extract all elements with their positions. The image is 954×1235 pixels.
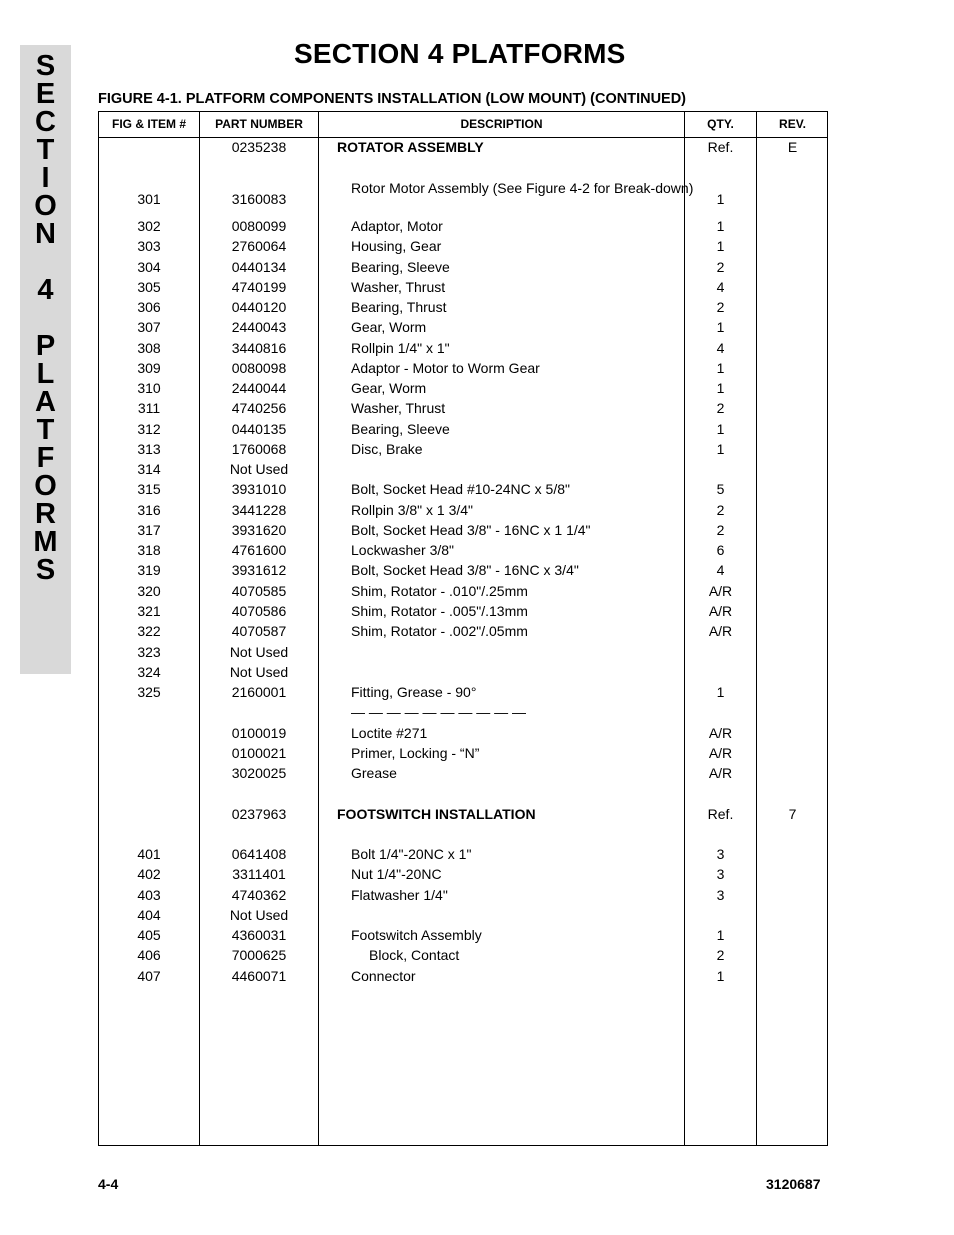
side-tab-letter: N (35, 218, 56, 250)
cell-item-number: 312 (137, 421, 161, 437)
cell-part-number: 2760064 (231, 238, 287, 254)
cell-qty: 1 (716, 684, 725, 700)
side-tab-letter: E (35, 78, 56, 110)
cell-item-number: 320 (137, 583, 161, 599)
cell-description: Bearing, Sleeve (351, 421, 450, 437)
section-side-tab-label (20, 52, 71, 584)
table-row (99, 702, 827, 722)
side-tab-letter: S (35, 50, 56, 82)
cell-qty: A/R (708, 583, 733, 599)
table-row (99, 844, 827, 864)
cell-item-number: 317 (137, 522, 161, 538)
table-row (99, 540, 827, 560)
cell-part-number: 4740199 (231, 279, 287, 295)
cell-description: Washer, Thrust (351, 400, 446, 416)
cell-item-number: 311 (137, 400, 161, 416)
cell-description: Bolt, Socket Head 3/8" - 16NC x 3/4" (351, 562, 579, 578)
table-row (99, 297, 827, 317)
cell-part-number: 4070586 (231, 603, 287, 619)
cell-description: Shim, Rotator - .010"/.25mm (351, 583, 528, 599)
cell-item-number: 404 (137, 907, 161, 923)
cell-part-number: 0641408 (231, 846, 287, 862)
cell-part-number: 0235238 (231, 139, 287, 155)
cell-description: Adaptor, Motor (351, 218, 443, 234)
cell-item-number: 316 (137, 502, 161, 518)
table-row (99, 560, 827, 580)
cell-description: Footswitch Assembly (351, 927, 482, 943)
document-number: 3120687 (766, 1176, 821, 1192)
cell-qty: A/R (708, 623, 733, 639)
header-rev: REV. (779, 117, 806, 131)
cell-qty: 1 (716, 319, 725, 335)
cell-part-number: 3440816 (231, 340, 287, 356)
cell-part-number: 0080099 (231, 218, 287, 234)
cell-qty: 5 (716, 481, 725, 497)
cell-item-number: 313 (137, 441, 161, 457)
table-row (99, 216, 827, 236)
cell-item-number: 406 (137, 947, 161, 963)
cell-part-number: 7000625 (231, 947, 287, 963)
cell-qty: A/R (708, 725, 733, 741)
cell-description: Housing, Gear (351, 238, 442, 254)
cell-qty: 1 (716, 191, 725, 207)
cell-qty: 4 (716, 279, 725, 295)
table-row (99, 419, 827, 439)
cell-item-number: 301 (137, 191, 161, 207)
table-row (99, 682, 827, 702)
table-row (99, 966, 827, 986)
cell-description: Rollpin 1/4" x 1" (351, 340, 450, 356)
cell-qty: 1 (716, 218, 725, 234)
side-tab-letter: C (35, 106, 56, 138)
cell-item-number: 308 (137, 340, 161, 356)
cell-item-number: 405 (137, 927, 161, 943)
cell-item-number: 322 (137, 623, 161, 639)
cell-item-number: 306 (137, 299, 161, 315)
cell-description: Bolt, Socket Head 3/8" - 16NC x 1 1/4" (351, 522, 591, 538)
cell-qty: 3 (716, 866, 725, 882)
side-tab-letter: L (36, 358, 55, 390)
cell-part-number: 3311401 (232, 866, 286, 882)
cell-item-number: 402 (137, 866, 161, 882)
table-row (99, 723, 827, 743)
cell-description: Rotor Motor Assembly (See Figure 4-2 for Break-down) (351, 180, 694, 196)
cell-qty: 3 (716, 846, 725, 862)
cell-qty: 1 (716, 360, 725, 376)
cell-item-number: 323 (137, 644, 161, 660)
cell-description: Loctite #271 (351, 725, 428, 741)
cell-description: Washer, Thrust (351, 279, 446, 295)
cell-qty: 2 (716, 502, 725, 518)
table-row (99, 885, 827, 905)
cell-description: Shim, Rotator - .005"/.13mm (351, 603, 528, 619)
cell-part-number: 0080098 (231, 360, 287, 376)
cell-rev: 7 (788, 806, 797, 822)
cell-description: Gear, Worm (351, 319, 427, 335)
cell-qty: Ref. (707, 139, 734, 155)
side-tab-letter: T (36, 134, 55, 166)
cell-qty: 2 (716, 400, 725, 416)
cell-item-number: 303 (137, 238, 161, 254)
cell-part-number: 3441228 (231, 502, 287, 518)
cell-part-number: 0440120 (231, 299, 287, 315)
side-tab-letter: P (35, 330, 56, 362)
cell-qty: 1 (716, 441, 725, 457)
cell-qty: 4 (716, 562, 725, 578)
cell-description: Grease (351, 765, 397, 781)
side-tab-letter: M (33, 526, 58, 558)
table-row (99, 520, 827, 540)
side-tab-letter: O (34, 190, 57, 222)
cell-description: Gear, Worm (351, 380, 427, 396)
table-row (99, 581, 827, 601)
cell-item-number: 318 (137, 542, 161, 558)
cell-qty: A/R (708, 765, 733, 781)
table-row (99, 804, 827, 824)
table-row (99, 317, 827, 337)
cell-part-number: 4360031 (231, 927, 287, 943)
cell-item-number: 307 (137, 319, 161, 335)
table-row (99, 601, 827, 621)
cell-item-number: 325 (137, 684, 161, 700)
side-tab-letter: S (35, 554, 56, 586)
cell-qty: Ref. (707, 806, 734, 822)
cell-part-number: 4740362 (231, 887, 287, 903)
cell-description: FOOTSWITCH INSTALLATION (337, 806, 536, 822)
cell-part-number: 2440043 (231, 319, 287, 335)
side-tab-letter: 4 (37, 274, 54, 306)
cell-description: Shim, Rotator - .002"/.05mm (351, 623, 528, 639)
table-row (99, 479, 827, 499)
side-tab-letter: I (41, 162, 50, 194)
cell-part-number: 3931010 (231, 481, 287, 497)
cell-qty: 2 (716, 259, 725, 275)
table-row (99, 662, 827, 682)
page-number: 4-4 (98, 1176, 119, 1192)
side-tab-letter: T (36, 414, 55, 446)
cell-description: Nut 1/4"-20NC (351, 866, 442, 882)
cell-part-number: Not Used (229, 644, 289, 660)
cell-part-number: 4070585 (231, 583, 287, 599)
table-row (99, 257, 827, 277)
cell-qty: 1 (716, 380, 725, 396)
cell-item-number: 321 (137, 603, 161, 619)
cell-part-number: 3020025 (231, 765, 287, 781)
side-tab-letter: A (35, 386, 56, 418)
cell-item-number: 310 (137, 380, 161, 396)
cell-qty: 6 (716, 542, 725, 558)
cell-item-number: 401 (137, 846, 161, 862)
table-row (99, 338, 827, 358)
cell-part-number: Not Used (229, 664, 289, 680)
cell-item-number: 407 (137, 968, 161, 984)
cell-part-number: 4460071 (231, 968, 287, 984)
cell-description: Fitting, Grease - 90° (351, 684, 477, 700)
cell-part-number: Not Used (229, 907, 289, 923)
cell-description: Lockwasher 3/8" (351, 542, 455, 558)
cell-description: — — — — — — — — — — (351, 704, 527, 720)
cell-qty: 3 (716, 887, 725, 903)
cell-qty: A/R (708, 603, 733, 619)
cell-part-number: 0440135 (231, 421, 287, 437)
header-part-number: PART NUMBER (215, 117, 303, 131)
cell-item-number: 403 (137, 887, 161, 903)
cell-qty: 2 (716, 299, 725, 315)
cell-rev: E (787, 139, 798, 155)
cell-part-number: 1760068 (231, 441, 287, 457)
cell-part-number: 3160083 (231, 191, 287, 207)
cell-item-number: 324 (137, 664, 161, 680)
table-row (99, 905, 827, 925)
side-tab-letter: O (34, 470, 57, 502)
cell-item-number: 305 (137, 279, 161, 295)
cell-qty: 2 (716, 947, 725, 963)
cell-part-number: 0440134 (231, 259, 287, 275)
parts-table (98, 111, 828, 1146)
cell-item-number: 315 (137, 481, 161, 497)
table-row (99, 621, 827, 641)
cell-part-number: 4740256 (231, 400, 287, 416)
cell-part-number: 0237963 (231, 806, 287, 822)
cell-part-number: 3931620 (231, 522, 287, 538)
header-item: FIG & ITEM # (111, 117, 186, 131)
table-row (99, 180, 827, 216)
cell-description: Block, Contact (369, 947, 460, 963)
cell-part-number: 0100019 (231, 725, 287, 741)
cell-description: ROTATOR ASSEMBLY (337, 139, 484, 155)
table-row (99, 137, 827, 157)
side-tab-letter: R (35, 498, 56, 530)
table-row (99, 925, 827, 945)
cell-part-number: 4761600 (231, 542, 287, 558)
cell-description: Flatwasher 1/4" (351, 887, 448, 903)
cell-item-number: 314 (137, 461, 161, 477)
table-row (99, 439, 827, 459)
cell-item-number: 309 (137, 360, 161, 376)
cell-description: Adaptor - Motor to Worm Gear (351, 360, 540, 376)
table-row (99, 945, 827, 965)
cell-description: Disc, Brake (351, 441, 423, 457)
cell-part-number: 3931612 (231, 562, 287, 578)
table-row (99, 459, 827, 479)
cell-description: Primer, Locking - “N” (351, 745, 480, 761)
cell-qty: 2 (716, 522, 725, 538)
cell-description: Bearing, Sleeve (351, 259, 450, 275)
cell-description: Bolt 1/4"-20NC x 1" (351, 846, 472, 862)
table-row (99, 358, 827, 378)
side-tab-letter: F (36, 442, 55, 474)
table-row (99, 500, 827, 520)
table-row (99, 378, 827, 398)
table-row (99, 763, 827, 783)
cell-description: Connector (351, 968, 416, 984)
cell-qty: 1 (716, 238, 725, 254)
cell-qty: 1 (716, 421, 725, 437)
cell-description: Bearing, Thrust (351, 299, 447, 315)
table-row (99, 236, 827, 256)
table-row (99, 642, 827, 662)
cell-part-number: 2440044 (231, 380, 287, 396)
table-row (99, 277, 827, 297)
cell-qty: A/R (708, 745, 733, 761)
page-title: SECTION 4 PLATFORMS (294, 38, 626, 69)
cell-qty: 1 (716, 927, 725, 943)
header-description: DESCRIPTION (460, 117, 543, 131)
cell-part-number: 4070587 (231, 623, 287, 639)
cell-description: Bolt, Socket Head #10-24NC x 5/8" (351, 481, 570, 497)
cell-qty: 1 (716, 968, 725, 984)
figure-title: FIGURE 4-1. PLATFORM COMPONENTS INSTALLATION (LOW MOUNT) (CONTINUED) (98, 91, 687, 107)
cell-part-number: Not Used (229, 461, 289, 477)
table-row (99, 864, 827, 884)
cell-part-number: 2160001 (231, 684, 287, 700)
header-qty: QTY. (707, 117, 734, 131)
cell-item-number: 304 (137, 259, 161, 275)
table-row (99, 398, 827, 418)
cell-description: Rollpin 3/8" x 1 3/4" (351, 502, 474, 518)
cell-item-number: 319 (137, 562, 161, 578)
cell-item-number: 302 (137, 218, 161, 234)
table-row (99, 743, 827, 763)
cell-part-number: 0100021 (231, 745, 287, 761)
cell-qty: 4 (716, 340, 725, 356)
